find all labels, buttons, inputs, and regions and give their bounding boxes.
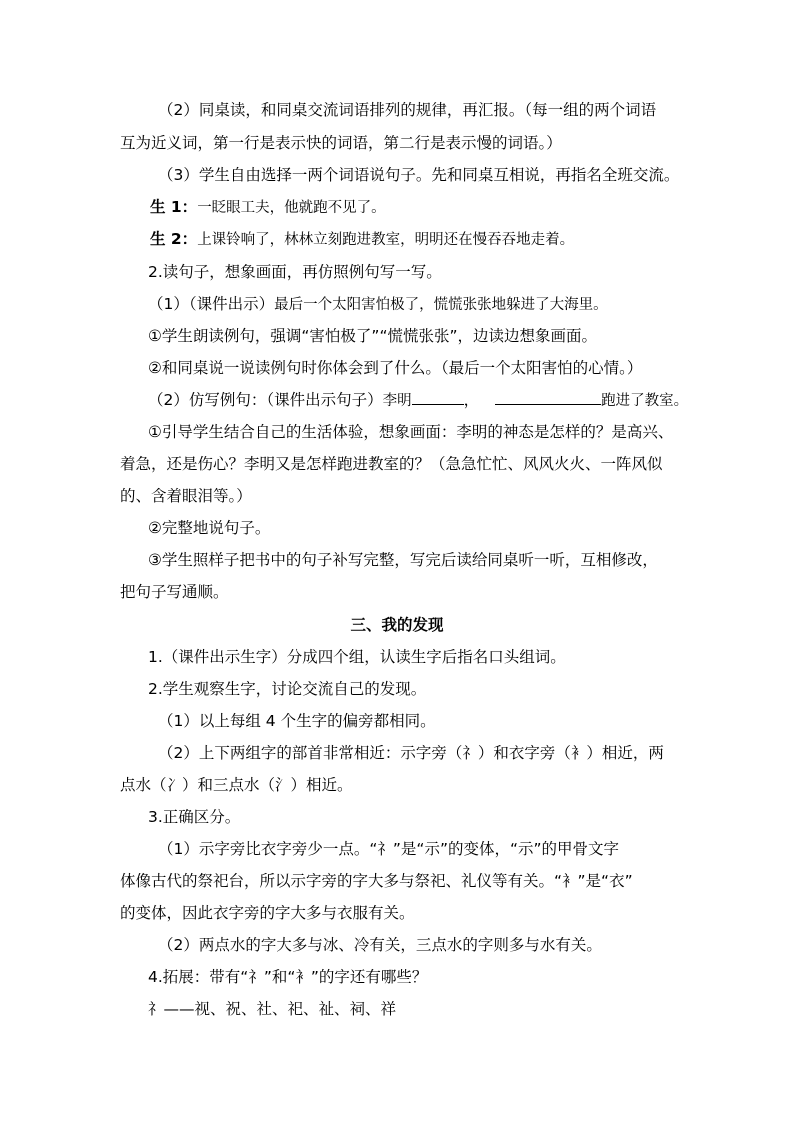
paragraph-line: ①引导学生结合自己的生活体验，想象画面：李明的神态是怎样的？是高兴、 [148,423,674,441]
paragraph-line: 互为近义词，第一行是表示快的词语，第二行是表示慢的词语。） [120,134,562,152]
paragraph-line: 点水（冫）和三点水（氵）相近。 [120,776,353,794]
imitation-sentence-line [120,389,708,412]
paragraph-line: 2.学生观察生字，讨论交流自己的发现。 [148,680,427,698]
paragraph-line: （2）同桌读，和同桌交流词语排列的规律，再汇报。（每一组的两个词语 [158,101,657,119]
paragraph-line: ①学生朗读例句，强调“害怕极了”“慌慌张张”，边读边想象画面。 [148,327,598,345]
paragraph-line: （2）上下两组字的部首非常相近：示字旁（礻）和衣字旁（衤）相近，两 [158,744,664,762]
paragraph-line: 礻——视、祝、社、祀、祉、祠、祥 [148,1000,397,1018]
paragraph-line: ③学生照样子把书中的句子补写完整，写完后读给同桌听一听，互相修改， [148,551,658,569]
paragraph-line: 把句子写通顺。 [120,583,229,601]
paragraph-line: （3）学生自由选择一两个词语说句子。先和同桌互相说，再指名全班交流。 [158,166,680,184]
paragraph-line: 4.拓展：带有“礻”和“衤”的字还有哪些？ [148,968,428,986]
paragraph-line: ②和同桌说一说读例句时你体会到了什么。（最后一个太阳害怕的心情。） [148,359,643,377]
paragraph-line: 体像古代的祭祀台，所以示字旁的字大多与祭祀、礼仪等有关。“衤”是“衣” [120,872,633,890]
student-label: 生 2： [150,230,198,248]
student-answer-text: 上课铃响了，林林立刻跑进教室，明明还在慢吞吞地走着。 [197,232,575,248]
paragraph-line: （1）示字旁比衣字旁少一点。“礻”是“示”的变体，“示”的甲骨文字 [158,840,620,858]
example-sentence: 最后一个太阳害怕极了，慌慌张张地躲进了大海里。 [274,297,608,313]
paragraph-line: （1）以上每组 4 个生字的偏旁都相同。 [158,712,436,730]
student-answer-text: 一眨眼工夫，他就跑不见了。 [197,200,386,216]
paragraph-line: 3.正确区分。 [148,808,241,826]
student-answer-2 [120,228,710,251]
student-answer-1 [120,196,710,219]
section-step: 2.读句子，想象画面，再仿照例句写一写。 [148,263,442,281]
paragraph-line: 的、含着眼泪等。） [120,487,252,505]
paragraph-line: 1.（课件出示生字）分成四个组，认读生字后指名口头组词。 [148,648,566,666]
imitation-ending: 跑进了教室。 [601,393,689,409]
paragraph-line: 的变体，因此衣字旁的字大多与衣服有关。 [120,904,415,922]
paragraph-line: ②完整地说句子。 [148,519,271,537]
student-label: 生 1： [150,198,198,216]
example-sentence-line [120,293,708,316]
fill-blank-2 [495,390,601,405]
imitation-prefix: （2）仿写例句：（课件出示句子） [148,391,383,409]
paragraph-line: 着急，还是伤心？李明又是怎样跑进教室的？（急急忙忙、风风火火、一阵风似 [120,455,663,473]
imitation-subject: 李明 [382,393,412,409]
comma: ， [463,391,480,409]
paragraph-line: （2）两点水的字大多与冰、冷有关，三点水的字则多与水有关。 [158,936,602,954]
example-prefix: （1）（课件出示） [148,295,275,313]
fill-blank-1 [412,390,464,405]
section-heading: 三、我的发现 [350,616,444,634]
